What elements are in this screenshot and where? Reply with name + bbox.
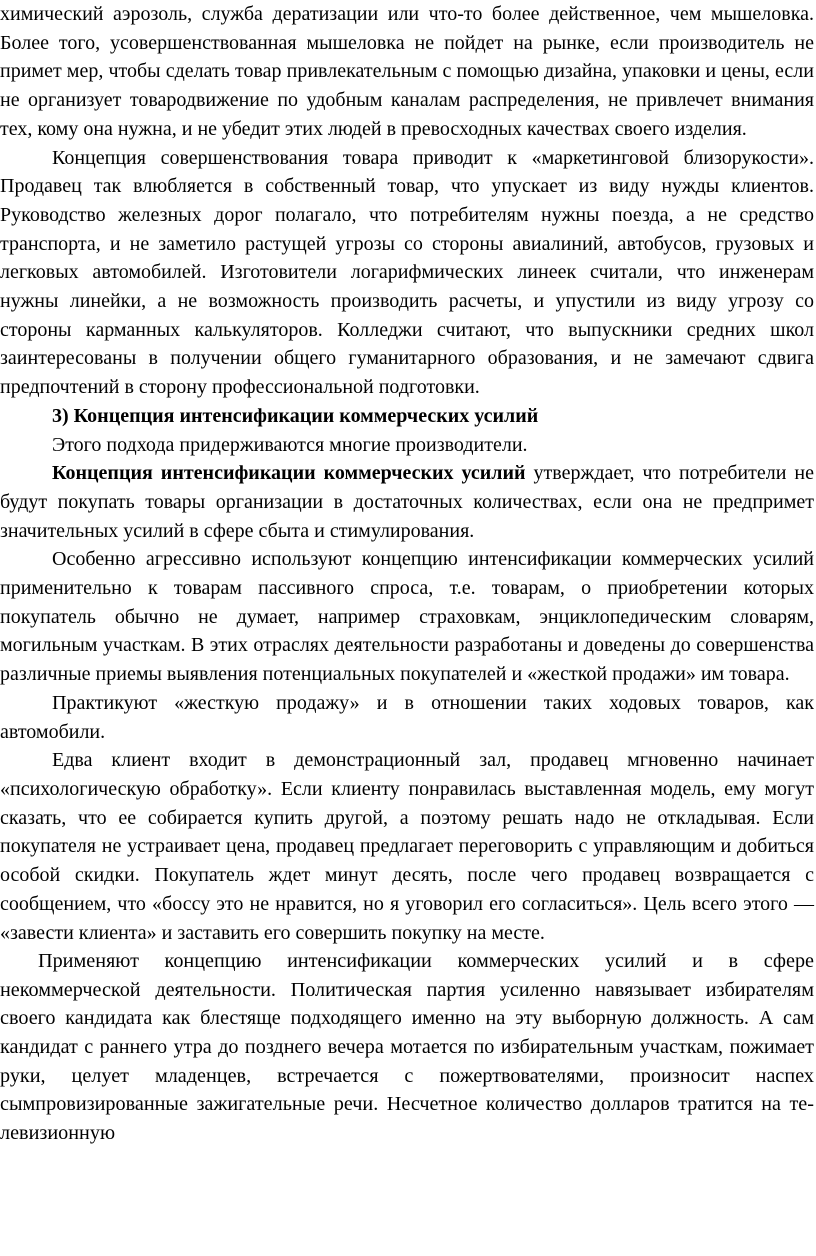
paragraph-marketing-myopia: Концепция совершенствования товара приводит к «маркетинговой близорукости». Продавец так влюбляется в собственный товар, что упускает из виду нужды клиентов. Руководство железных дорог полагало, что потребителям нужны поезда, а не средство транспорта, и не заметило растущей угрозы со стороны авиалиний, автобусов, грузовых и легковых автомобилей. Изготовители логарифмических линеек считали, что инженерам нужны линейки, а не возможность производить расчеты, и упустили из виду угрозу со стороны карманных калькуляторов. Колледжи считают, что выпускники средних школ заинтересованы в получении общего гуманитарного образования, и не замечают сдвига предпочтений в сторону профессиональной подготовки. <box>0 146 814 399</box>
paragraph-passive-demand: Особенно агрессивно используют концепцию интенсификации коммерческих усилий применительно к товарам пассивного спроса, т.е. товарам, о приобретении которых покупатель обычно не думает, например страховкам, энциклопедическим словарям, могильным участкам. В этих отраслях деятельности разработаны и доведены до совершенства различные приемы выявления потенциальных покупателей и «жесткой продажи» им товара. <box>0 548 814 686</box>
paragraph-noncommercial: Применяют концепцию интенсификации коммерческих усилий и в сфере некоммерческой деятельности. Политическая партия усиленно навязывает избирателям своего кандидата как блестяще подходящего именно на эту выборную должность. А сам кандидат с раннего утра до позднего вечера мотается по избирательным участкам, пожимает руки, целует младенцев, встречается с пожертвователями, произносит наспех сымпровизированные зажигательные речи. Несчетное количество долларов тратится на те-левизионную <box>0 950 814 1144</box>
section-heading: 3) Концепция интенсификации коммерческих усилий <box>52 404 539 427</box>
paragraph-hard-sell: Практикуют «жесткую продажу» и в отношении таких ходовых товаров, как автомобили. <box>0 691 814 743</box>
paragraph-approach: Этого подхода придерживаются многие производители. <box>52 433 528 456</box>
definition-text: утверждает, что потребители не будут покупать товары организации в достаточных количествах, если она не предпримет значительных усилий в сфере сбыта и стимулирования. <box>0 462 814 542</box>
paragraph-definition <box>0 459 814 545</box>
paragraph-continuation: химический аэрозоль, служба дератизации или что-то более действенное, чем мышеловка. Более того, усовершенствованная мышеловка не пойдет на рынке, если производитель не примет мер, чтобы сделать товар привлекательным с помощью дизайна, упаковки и цены, если не организует товародвижение по удобным каналам распределения, не привлечет внимания тех, кому она нужна, и не убедит этих людей в превосходных качествах своего изделия. <box>0 3 814 140</box>
paragraph-showroom: Едва клиент входит в демонстрационный зал, продавец мгновенно начинает «психологическую обработку». Если клиенту понравилась выставленная модель, ему могут сказать, что ее собирается купить другой, а поэтому решать надо не откладывая. Если покупателя не устраивает цена, продавец предлагает переговорить с управляющим и добиться особой скидки. Покупатель ждет минут десять, после чего продавец возвращается с сообщением, что «боссу это не нравится, но я уговорил его согласиться». Цель всего этого — «завести клиента» и заставить его совершить покупку на месте. <box>0 749 814 944</box>
definition-term: Концепция интенсификации коммерческих усилий <box>52 462 526 485</box>
